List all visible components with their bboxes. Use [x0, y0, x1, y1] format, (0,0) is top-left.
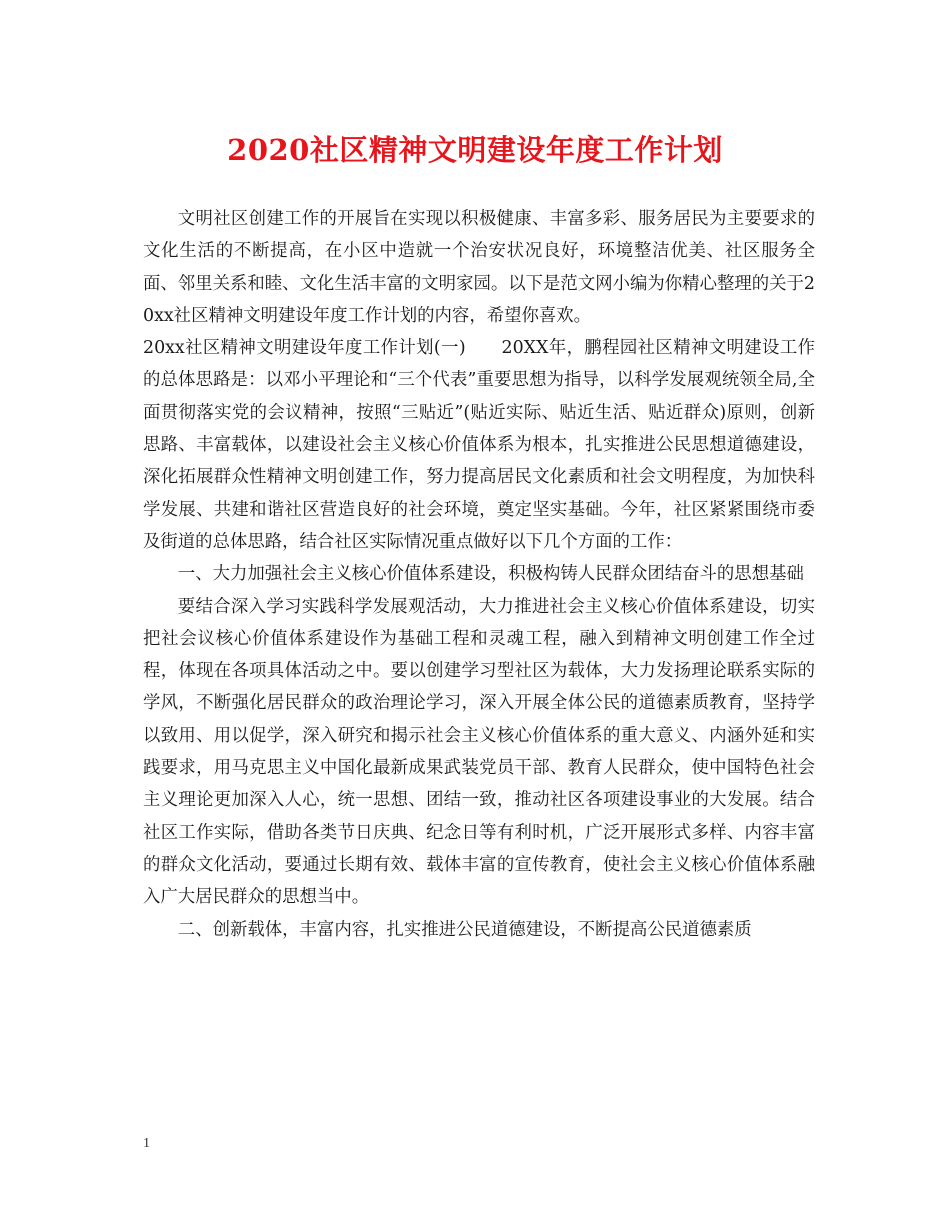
page-number: 1 — [143, 1136, 150, 1151]
document-title: 2020社区精神文明建设年度工作计划 — [227, 133, 723, 167]
paragraph-intro: 文明社区创建工作的开展旨在实现以积极健康、丰富多彩、服务居民为主要要求的文化生活的不断提高，在小区中造就一个治安状况良好，环境整洁优美、社区服务全面、邻里关系和睦、文化生活丰富的文明家园。以下是范文网小编为你精心整理的关于20xx社区精神文明建设年度工作计划的内容，希望你喜欢。 — [143, 209, 815, 326]
paragraph-plan-overview: 20xx社区精神文明建设年度工作计划(一) 20XX年，鹏程园社区精神文明建设工作的总体思路是：以邓小平理论和“三个代表”重要思想为指导，以科学发展观统领全局,全面贯彻落实党的会议精神，按照“三贴近”(贴近实际、贴近生活、贴近群众)原则，创新思路、丰富载体，以建设社会主义核心价值体系为根本，扎实推进公民思想道德建设，深化拓展群众性精神文明创建工作，努力提高居民文化素质和社会文明程度，为加快科学发展、共建和谐社区营造良好的社会环境，奠定坚实基础。今年，社区紧紧围绕市委及街道的总体思路，结合社区实际情况重点做好以下几个方面的工作： — [143, 338, 815, 552]
paragraph-section-1: 要结合深入学习实践科学发展观活动，大力推进社会主义核心价值体系建设，切实把社会议核心价值体系建设作为基础工程和灵魂工程，融入到精神文明创建工作全过程，体现在各项具体活动之中。要以创建学习型社区为载体，大力发扬理论联系实际的学风，不断强化居民群众的政治理论学习，深入开展全体公民的道德素质教育，坚持学以致用、用以促学，深入研究和揭示社会主义核心价值体系的重大意义、内涵外延和实践要求，用马克思主义中国化最新成果武装党员干部、教育人民群众，使中国特色社会主义理论更加深入人心，统一思想、团结一致，推动社区各项建设事业的大发展。结合社区工作实际，借助各类节日庆典、纪念日等有利时机，广泛开展形式多样、内容丰富的群众文化活动，要通过长期有效、载体丰富的宣传教育，使社会主义核心价值体系融入广大居民群众的思想当中。 — [143, 596, 815, 908]
document-body — [143, 203, 815, 946]
section-heading-2: 二、创新载体，丰富内容，扎实推进公民道德建设，不断提高公民道德素质 — [177, 919, 752, 940]
section-heading-1: 一、大力加强社会主义核心价值体系建设，积极构铸人民群众团结奋斗的思想基础 — [177, 564, 804, 585]
